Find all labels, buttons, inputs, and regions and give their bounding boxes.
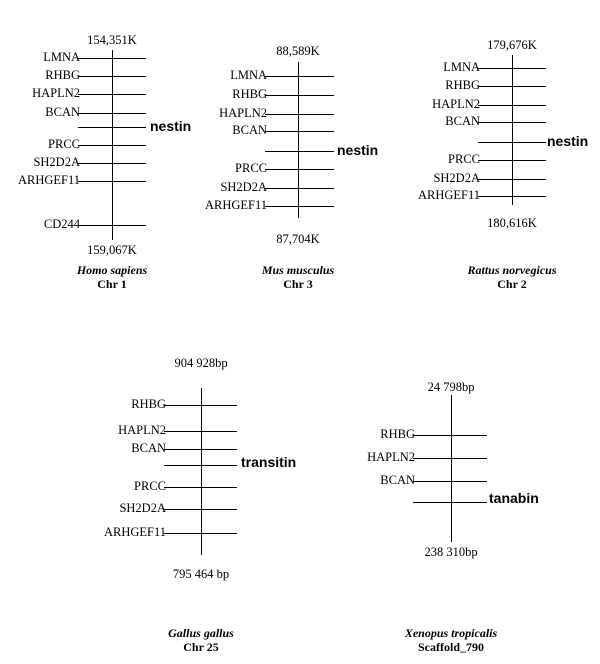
gene-label: ARHGEF11 (103, 525, 166, 539)
species-name: Xenopus tropicalis (404, 626, 498, 640)
gene-tick (265, 188, 334, 189)
gene-label: RHBG (445, 78, 480, 92)
gene-tick (413, 435, 487, 436)
gene-label: LMNA (230, 68, 267, 82)
gene-label: SH2D2A (33, 155, 80, 169)
gene-tick (164, 449, 237, 450)
gene-label: BCAN (131, 441, 166, 455)
gene-label: ARHGEF11 (204, 198, 267, 212)
gene-label: CD244 (43, 217, 80, 231)
bottom-coordinate-label: 180,616K (487, 216, 537, 230)
gene-tick (265, 131, 334, 132)
gene-tick (164, 509, 237, 510)
gene-tick (78, 181, 146, 182)
gene-label: BCAN (445, 114, 480, 128)
gene-tick (265, 114, 334, 115)
gene-label: HAPLN2 (32, 86, 80, 100)
species-name: Homo sapiens (76, 263, 148, 277)
gene-tick (478, 86, 546, 87)
gene-tick (413, 481, 487, 482)
gene-tick (265, 95, 334, 96)
gene-tick (78, 76, 146, 77)
gene-label: SH2D2A (119, 501, 166, 515)
gene-label: HAPLN2 (367, 450, 415, 464)
gene-label: SH2D2A (220, 180, 267, 194)
chromosome-axis (512, 55, 513, 205)
gene-label: ARHGEF11 (417, 188, 480, 202)
gene-tick (164, 487, 237, 488)
bottom-coordinate-label: 87,704K (276, 232, 320, 246)
species-name: Mus musculus (261, 263, 335, 277)
bottom-coordinate-label: 795 464 bp (172, 567, 230, 581)
gene-label: PRCC (235, 161, 267, 175)
top-coordinate-label: 179,676K (487, 38, 537, 52)
gene-tick (78, 127, 146, 128)
top-coordinate-label: 904 928bp (174, 356, 228, 370)
gene-label: HAPLN2 (118, 423, 166, 437)
highlight-gene-label: transitin (241, 454, 297, 470)
gene-label: BCAN (45, 105, 80, 119)
gene-tick (164, 533, 237, 534)
highlight-gene-label: tanabin (489, 490, 539, 506)
gene-tick (78, 58, 146, 59)
gene-label: SH2D2A (433, 171, 480, 185)
gene-tick (78, 94, 146, 95)
gene-label: RHBG (131, 397, 166, 411)
gene-tick (164, 465, 237, 466)
highlight-gene-label: nestin (547, 133, 589, 149)
gene-tick (78, 225, 146, 226)
gene-tick (78, 163, 146, 164)
gene-tick (413, 458, 487, 459)
gene-tick (164, 405, 237, 406)
gene-tick (478, 196, 546, 197)
gene-tick (478, 122, 546, 123)
chromosome-axis (451, 395, 452, 542)
top-coordinate-label: 154,351K (87, 33, 137, 47)
bottom-coordinate-label: 238 310bp (424, 545, 478, 559)
chromosome-name: Chr 1 (97, 277, 127, 291)
gene-tick (413, 502, 487, 503)
gene-label: RHBG (232, 87, 267, 101)
gene-label: LMNA (443, 60, 480, 74)
gene-label: BCAN (232, 123, 267, 137)
gene-label: RHBG (380, 427, 415, 441)
gene-tick (265, 151, 334, 152)
gene-tick (478, 179, 546, 180)
chromosome-axis (201, 388, 202, 555)
gene-label: PRCC (448, 152, 480, 166)
gene-tick (265, 76, 334, 77)
gene-tick (478, 160, 546, 161)
gene-label: RHBG (45, 68, 80, 82)
gene-tick (478, 142, 546, 143)
gene-tick (78, 145, 146, 146)
gene-label: PRCC (48, 137, 80, 151)
chromosome-name: Chr 25 (183, 640, 219, 654)
gene-label: ARHGEF11 (17, 173, 80, 187)
bottom-coordinate-label: 159,067K (87, 243, 137, 257)
chromosome-name: Chr 2 (497, 277, 527, 291)
top-coordinate-label: 88,589K (276, 44, 320, 58)
gene-label: HAPLN2 (432, 97, 480, 111)
gene-label: PRCC (134, 479, 166, 493)
highlight-gene-label: nestin (150, 118, 192, 134)
gene-tick (78, 113, 146, 114)
gene-tick (478, 105, 546, 106)
chromosome-name: Scaffold_790 (418, 640, 484, 654)
species-name: Gallus gallus (168, 626, 234, 640)
gene-tick (478, 68, 546, 69)
gene-tick (265, 169, 334, 170)
highlight-gene-label: nestin (337, 142, 379, 158)
chromosome-name: Chr 3 (283, 277, 313, 291)
gene-label: HAPLN2 (219, 106, 267, 120)
chromosome-axis (298, 62, 299, 218)
gene-label: BCAN (380, 473, 415, 487)
gene-tick (164, 431, 237, 432)
gene-tick (265, 206, 334, 207)
gene-label: LMNA (43, 50, 80, 64)
species-name: Rattus norvegicus (467, 263, 557, 277)
top-coordinate-label: 24 798bp (427, 380, 475, 394)
